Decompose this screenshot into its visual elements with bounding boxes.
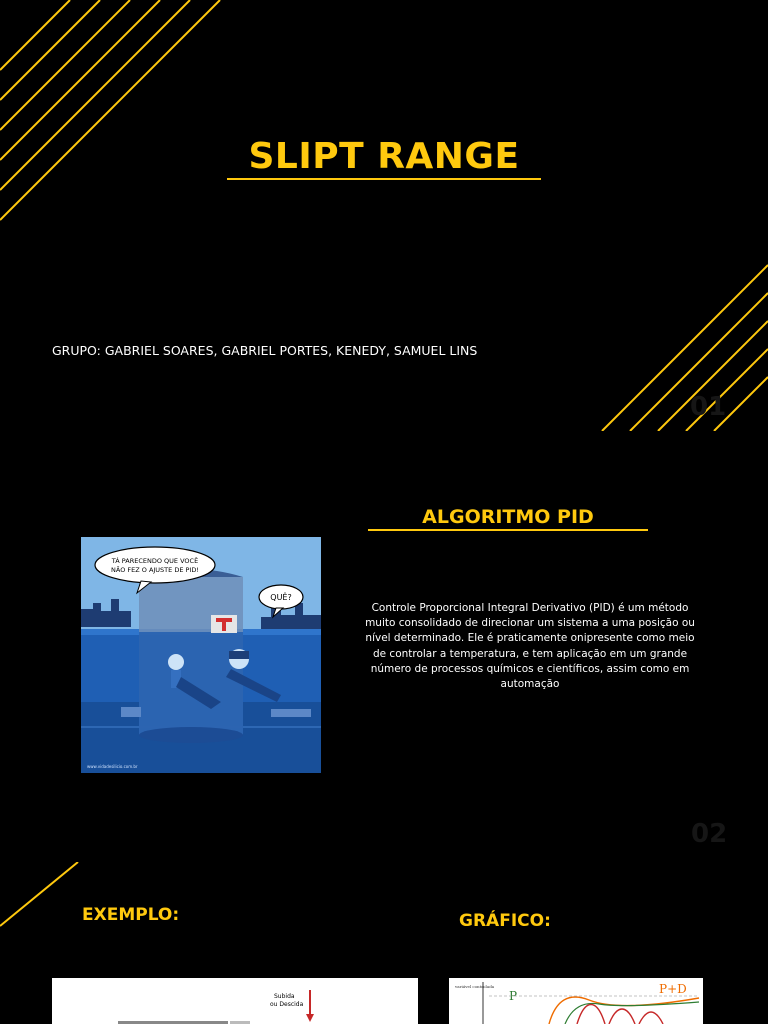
group-members: GRUPO: GABRIEL SOARES, GABRIEL PORTES, KENEDY, SAMUEL LINS [52,343,478,358]
slide-title [0,0,768,431]
comic-bubble-line2: NÃO FEZ O AJUSTE DE PID! [111,566,199,574]
comic-bubble-que: QUÊ? [270,593,292,602]
stripes-bottom-right [602,265,768,431]
pid-heading: ALGORITMO PID [422,506,594,528]
comic-credit: www.vidadesilicio.com.br [87,764,138,769]
page-number: 01 [690,392,727,422]
example-label-subida: Subida [274,993,295,1000]
title-underline [227,178,541,180]
slide-pid [0,431,768,862]
slide-example [0,862,768,1024]
slide-title-heading: SLIPT RANGE [248,136,520,177]
example-diagram [52,978,418,1024]
pid-description: Controle Proporcional Integral Derivativo (PID) é um método muito consolidado de direcionar um sistema a uma posição ou nível determinado. Ele é praticamente onipresente como meio de controlar a temperatura, e tem aplicação em um grande número de processos químicos e científicos, assim como em automação [365,602,695,691]
comic-bubble-line1: TÁ PARECENDO QUE VOCÊ [111,557,199,565]
chart-heading: GRÁFICO: [459,911,551,931]
example-label-descida: ou Descida [270,1001,304,1008]
example-heading: EXEMPLO: [82,905,180,925]
pid-comic-image [81,537,321,773]
chart-ylabel: variável controlada [455,984,495,989]
chart-label-p: P [509,989,518,1003]
pid-response-chart [449,978,703,1024]
stripes-top-left [0,0,768,431]
page-number: 02 [691,819,728,849]
chart-label-pd: P+D [659,982,687,996]
pid-underline [368,529,648,531]
